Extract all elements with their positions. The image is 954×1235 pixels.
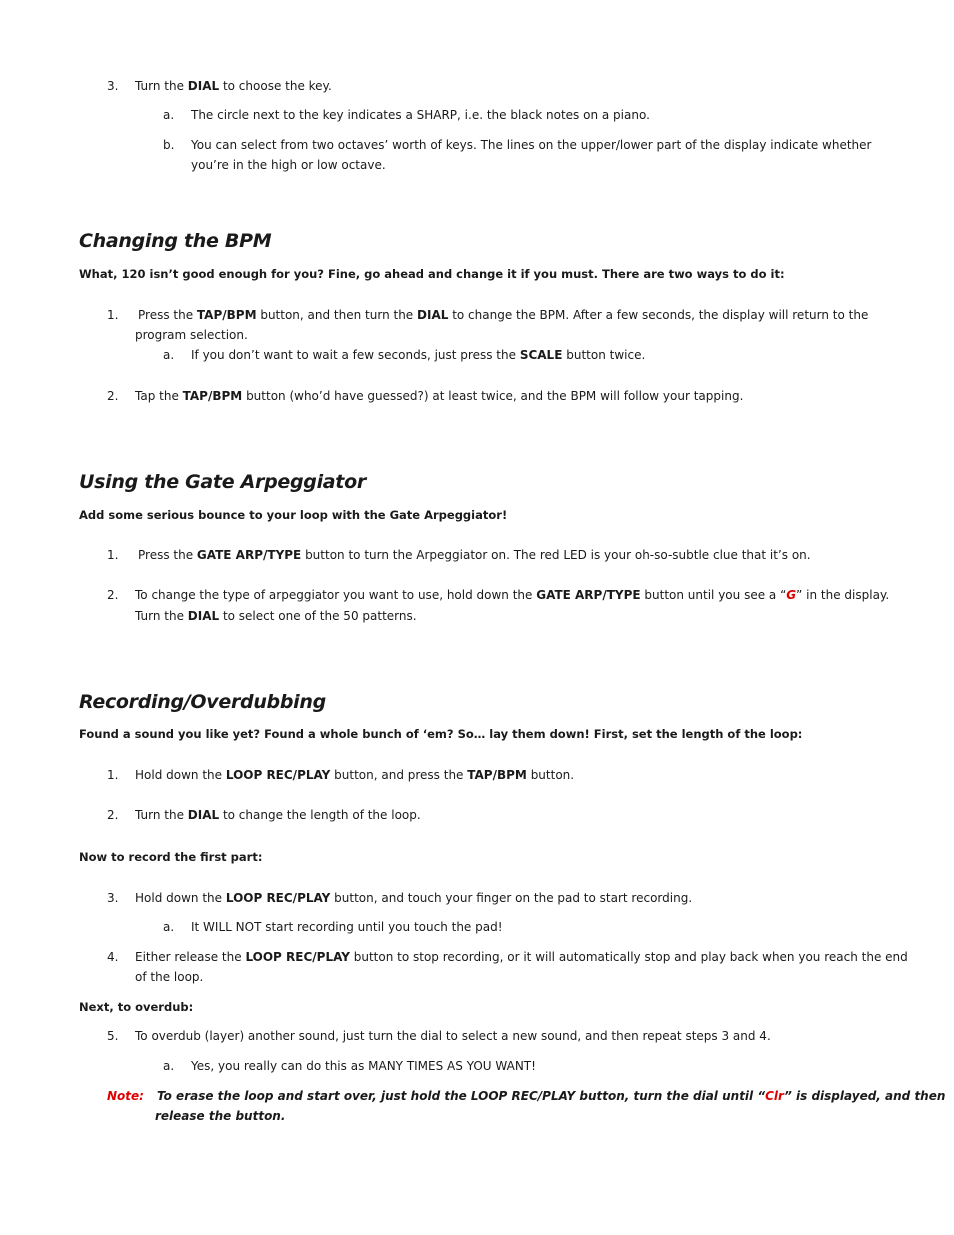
list-item: Either release the LOOP REC/PLAY button to stop recording, or it will automatically stop and play back when you reach the end — [135, 950, 908, 964]
subheading: Now to record the first part: — [79, 850, 263, 864]
list-letter: a. — [163, 108, 175, 122]
list-item: Press the TAP/BPM button, and then turn the DIAL to change the BPM. After a few seconds, the display will return to the — [138, 308, 869, 322]
list-item-continued: Turn the DIAL to select one of the 50 patterns. — [135, 609, 417, 623]
list-item-continued: of the loop. — [135, 970, 204, 984]
list-item: Tap the TAP/BPM button (who’d have guessed?) at least twice, and the BPM will follow your tapping. — [135, 389, 744, 403]
list-item: Turn the DIAL to choose the key. — [135, 79, 332, 93]
list-item: It WILL NOT start recording until you touch the pad! — [191, 920, 503, 934]
list-item: Hold down the LOOP REC/PLAY button, and press the TAP/BPM button. — [135, 768, 575, 782]
list-number: 4. — [107, 950, 119, 964]
note-label: Note: — [107, 1089, 144, 1103]
list-item: Turn the DIAL to change the length of the loop. — [135, 808, 421, 822]
list-item-continued: program selection. — [135, 328, 248, 342]
list-item: To change the type of arpeggiator you want to use, hold down the GATE ARP/TYPE button until you see a “G” in the display. — [135, 588, 890, 602]
list-item: If you don’t want to wait a few seconds, just press the SCALE button twice. — [191, 348, 646, 362]
list-letter: b. — [163, 138, 175, 152]
list-number: 5. — [107, 1029, 119, 1043]
list-number: 1. — [107, 548, 119, 562]
list-item-continued: you’re in the high or low octave. — [191, 158, 386, 172]
section-intro: Add some serious bounce to your loop with the Gate Arpeggiator! — [79, 508, 508, 522]
section-heading-recording: Recording/Overdubbing — [79, 691, 326, 713]
section-heading-gate: Using the Gate Arpeggiator — [79, 471, 366, 493]
list-letter: a. — [163, 920, 175, 934]
list-item: You can select from two octaves’ worth of keys. The lines on the upper/lower part of the display indicate whether — [191, 138, 872, 152]
section-intro: Found a sound you like yet? Found a whole bunch of ‘em? So… lay them down! First, set the length of the loop: — [79, 727, 803, 741]
list-item: To overdub (layer) another sound, just turn the dial to select a new sound, and then repeat steps 3 and 4. — [135, 1029, 771, 1043]
list-item: Yes, you really can do this as MANY TIMES AS YOU WANT! — [191, 1059, 536, 1073]
list-number: 3. — [107, 891, 119, 905]
list-item: The circle next to the key indicates a SHARP, i.e. the black notes on a piano. — [191, 108, 650, 122]
list-letter: a. — [163, 348, 175, 362]
note-text: To erase the loop and start over, just hold the LOOP REC/PLAY button, turn the dial until “Clr” is displayed, and then — [157, 1089, 946, 1103]
list-item: Hold down the LOOP REC/PLAY button, and touch your finger on the pad to start recording. — [135, 891, 693, 905]
list-item: Press the GATE ARP/TYPE button to turn the Arpeggiator on. The red LED is your oh-so-subtle clue that it’s on. — [138, 548, 811, 562]
list-number: 2. — [107, 389, 119, 403]
list-letter: a. — [163, 1059, 175, 1073]
note-text-continued: release the button. — [155, 1109, 286, 1123]
list-number: 2. — [107, 588, 119, 602]
section-heading-bpm: Changing the BPM — [79, 230, 272, 252]
list-number: 3. — [107, 79, 119, 93]
subheading: Next, to overdub: — [79, 1000, 194, 1014]
list-number: 1. — [107, 308, 119, 322]
list-number: 1. — [107, 768, 119, 782]
section-intro: What, 120 isn’t good enough for you? Fine, go ahead and change it if you must. There are two ways to do it: — [79, 267, 785, 281]
list-number: 2. — [107, 808, 119, 822]
